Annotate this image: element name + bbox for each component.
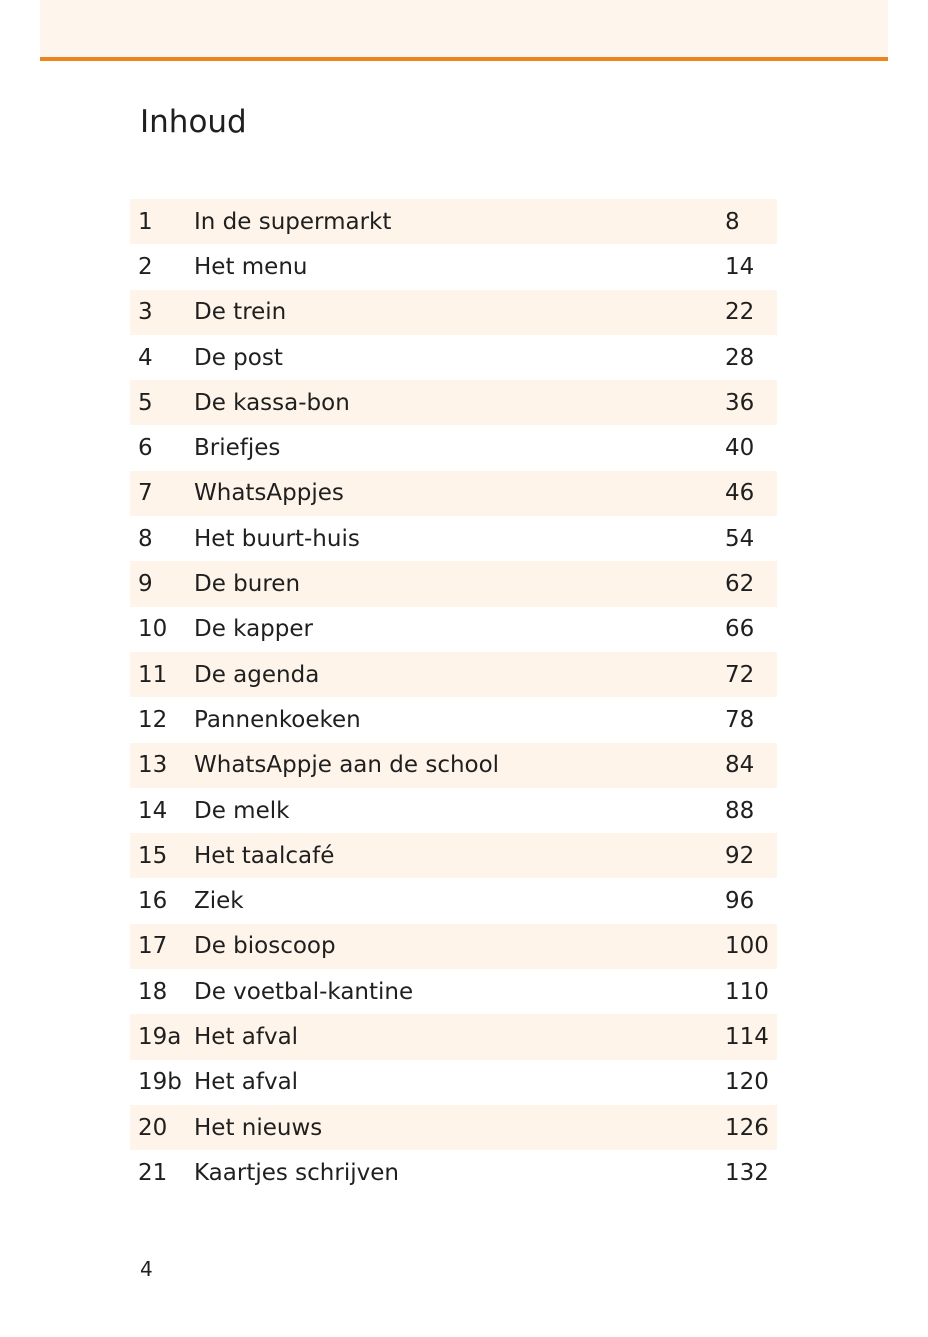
toc-row bbox=[130, 471, 777, 516]
chapter-page: 36 bbox=[725, 389, 755, 416]
chapter-title: WhatsAppje aan de school bbox=[194, 752, 500, 779]
chapter-page: 40 bbox=[725, 435, 755, 462]
chapter-number: 6 bbox=[138, 435, 153, 462]
chapter-page: 88 bbox=[725, 797, 755, 824]
chapter-title: De buren bbox=[194, 571, 301, 598]
toc-row bbox=[130, 924, 777, 969]
toc-row bbox=[130, 1014, 777, 1059]
toc-row bbox=[130, 561, 777, 606]
chapter-page: 126 bbox=[725, 1114, 769, 1141]
toc-row bbox=[130, 833, 777, 878]
chapter-number: 21 bbox=[138, 1159, 168, 1186]
chapter-title: De bioscoop bbox=[194, 933, 336, 960]
chapter-page: 96 bbox=[725, 888, 755, 915]
table-of-contents bbox=[130, 199, 777, 1196]
chapter-page: 120 bbox=[725, 1069, 769, 1096]
chapter-number: 13 bbox=[138, 752, 168, 779]
chapter-number: 14 bbox=[138, 797, 168, 824]
chapter-title: Briefjes bbox=[194, 435, 281, 462]
chapter-number: 5 bbox=[138, 389, 153, 416]
chapter-title: De kapper bbox=[194, 616, 313, 643]
chapter-page: 54 bbox=[725, 525, 755, 552]
toc-row bbox=[130, 652, 777, 697]
chapter-page: 78 bbox=[725, 706, 755, 733]
chapter-title: Het taalcafé bbox=[194, 842, 335, 869]
toc-row bbox=[130, 788, 777, 833]
toc-row bbox=[130, 969, 777, 1014]
toc-row bbox=[130, 697, 777, 742]
chapter-page: 8 bbox=[725, 208, 740, 235]
chapter-page: 100 bbox=[725, 933, 769, 960]
toc-row bbox=[130, 244, 777, 289]
chapter-title: Het nieuws bbox=[194, 1114, 323, 1141]
chapter-number: 2 bbox=[138, 253, 153, 280]
chapter-number: 7 bbox=[138, 480, 153, 507]
chapter-number: 11 bbox=[138, 661, 168, 688]
page-number: 4 bbox=[140, 1257, 153, 1281]
chapter-number: 3 bbox=[138, 299, 153, 326]
chapter-title: Het afval bbox=[194, 1023, 299, 1050]
chapter-number: 4 bbox=[138, 344, 153, 371]
chapter-page: 114 bbox=[725, 1023, 769, 1050]
chapter-number: 15 bbox=[138, 842, 168, 869]
chapter-number: 1 bbox=[138, 208, 153, 235]
chapter-page: 92 bbox=[725, 842, 755, 869]
chapter-number: 12 bbox=[138, 706, 168, 733]
toc-row bbox=[130, 199, 777, 244]
toc-row bbox=[130, 1060, 777, 1105]
chapter-title: De voetbal-kantine bbox=[194, 978, 414, 1005]
chapter-number: 19b bbox=[138, 1069, 182, 1096]
toc-row bbox=[130, 335, 777, 380]
chapter-number: 19a bbox=[138, 1023, 182, 1050]
toc-row bbox=[130, 516, 777, 561]
chapter-title: Het afval bbox=[194, 1069, 299, 1096]
chapter-title: Het menu bbox=[194, 253, 308, 280]
chapter-title: De agenda bbox=[194, 661, 320, 688]
chapter-page: 66 bbox=[725, 616, 755, 643]
chapter-page: 28 bbox=[725, 344, 755, 371]
chapter-title: De trein bbox=[194, 299, 287, 326]
chapter-number: 17 bbox=[138, 933, 168, 960]
toc-row bbox=[130, 1105, 777, 1150]
chapter-page: 14 bbox=[725, 253, 755, 280]
chapter-title: WhatsAppjes bbox=[194, 480, 344, 507]
toc-row bbox=[130, 425, 777, 470]
chapter-title: In de supermarkt bbox=[194, 208, 392, 235]
toc-row bbox=[130, 1150, 777, 1195]
chapter-page: 22 bbox=[725, 299, 755, 326]
page-title: Inhoud bbox=[140, 104, 247, 140]
chapter-number: 8 bbox=[138, 525, 153, 552]
chapter-number: 16 bbox=[138, 888, 168, 915]
toc-row bbox=[130, 878, 777, 923]
chapter-number: 10 bbox=[138, 616, 168, 643]
chapter-page: 46 bbox=[725, 480, 755, 507]
chapter-title: De melk bbox=[194, 797, 290, 824]
header-band bbox=[40, 0, 888, 61]
chapter-number: 18 bbox=[138, 978, 168, 1005]
toc-row bbox=[130, 743, 777, 788]
chapter-title: De kassa-bon bbox=[194, 389, 350, 416]
toc-row bbox=[130, 607, 777, 652]
chapter-title: Ziek bbox=[194, 888, 244, 915]
chapter-title: Pannenkoeken bbox=[194, 706, 361, 733]
chapter-title: Kaartjes schrijven bbox=[194, 1159, 399, 1186]
chapter-page: 84 bbox=[725, 752, 755, 779]
chapter-number: 20 bbox=[138, 1114, 168, 1141]
toc-row bbox=[130, 290, 777, 335]
chapter-number: 9 bbox=[138, 571, 153, 598]
toc-row bbox=[130, 380, 777, 425]
chapter-page: 110 bbox=[725, 978, 769, 1005]
chapter-page: 62 bbox=[725, 571, 755, 598]
chapter-title: Het buurt-huis bbox=[194, 525, 360, 552]
chapter-title: De post bbox=[194, 344, 283, 371]
chapter-page: 132 bbox=[725, 1159, 769, 1186]
chapter-page: 72 bbox=[725, 661, 755, 688]
